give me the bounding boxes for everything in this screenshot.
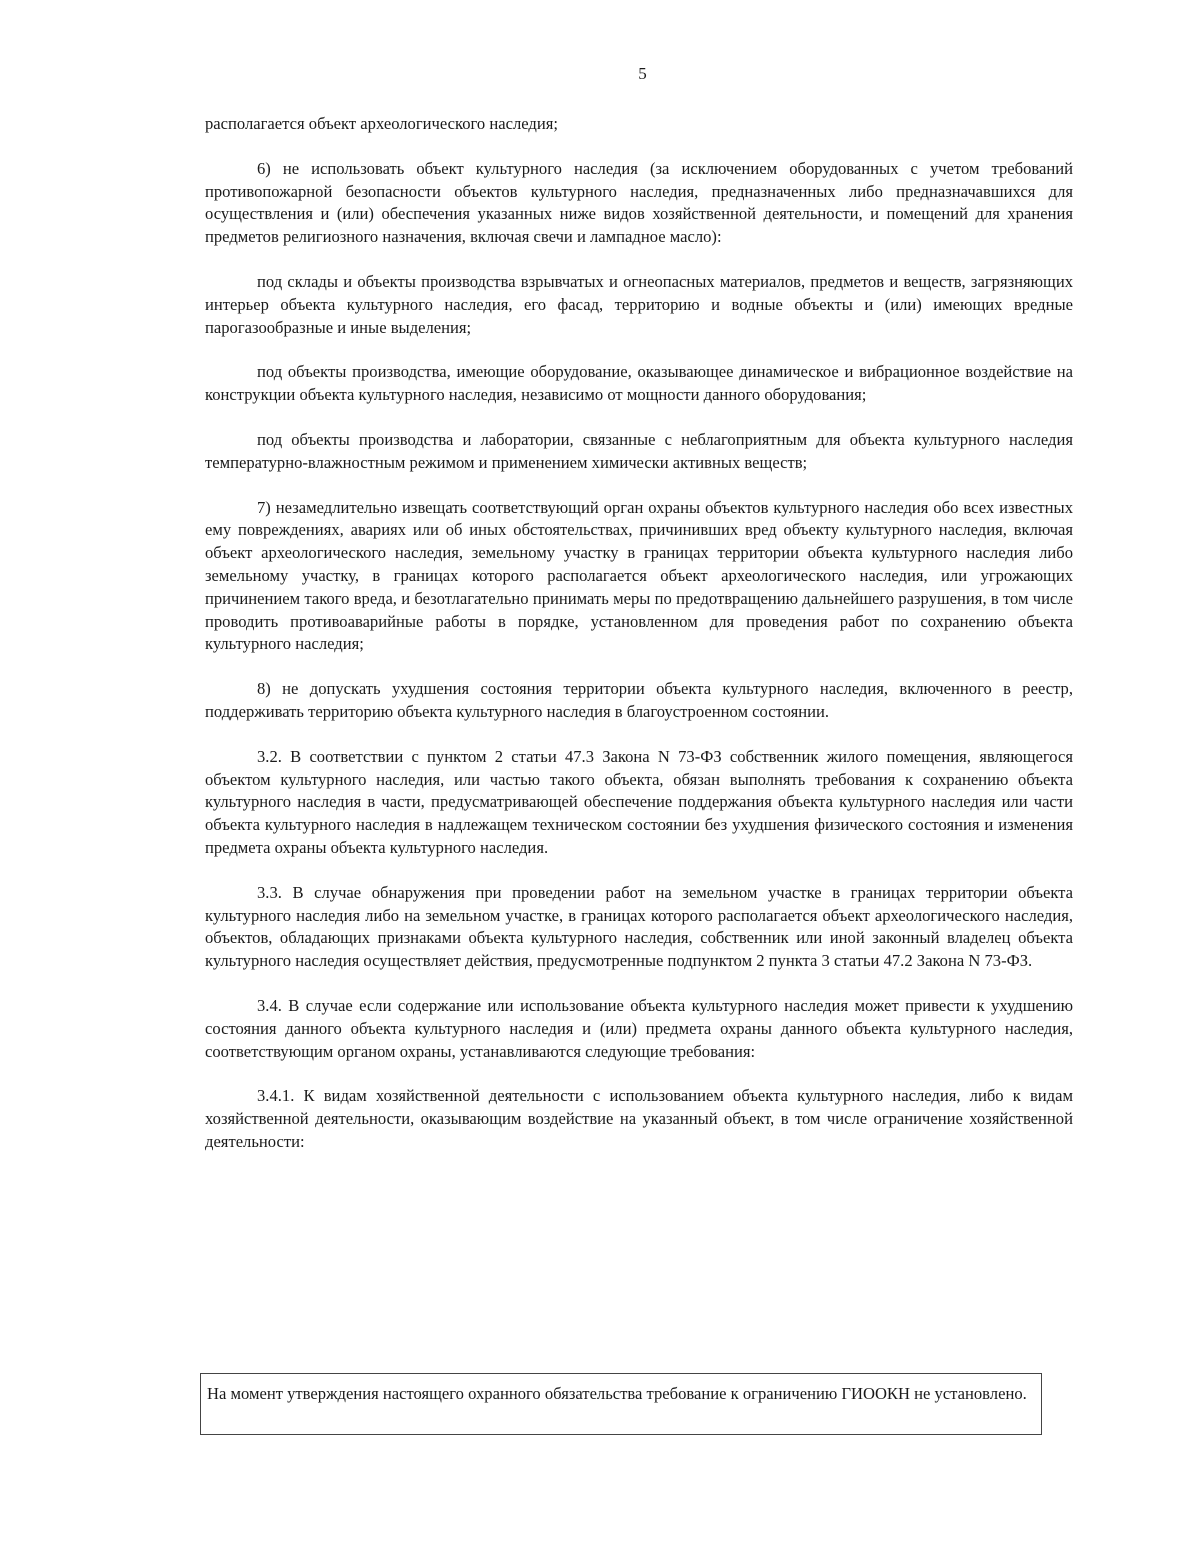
paragraph-3-2: 3.2. В соответствии с пунктом 2 статьи 47.3 Закона N 73-ФЗ собственник жилого помещения, являющегося объектом культурного наследия, или частью такого объекта, обязан выполнять требования к сохранению объекта культурного наследия в части, предусматривающей обеспечение поддержания объекта культурного наследия или части объекта культурного наследия в надлежащем техническом состоянии без ухудшения физического состояния и изменения предмета охраны объекта культурного наследия. — [205, 746, 1073, 857]
paragraph-warehouses: под склады и объекты производства взрывчатых и огнеопасных материалов, предметов и веществ, загрязняющих интерьер объекта культурного наследия, его фасад, территорию и водные объекты и (или) имеющих вредные парогазообразные и иные выделения; — [205, 271, 1073, 337]
document-body — [205, 113, 1073, 1154]
paragraph-item-7: 7) незамедлительно извещать соответствующий орган охраны объектов культурного наследия обо всех известных ему повреждениях, авариях или об иных обстоятельствах, причинивших вред объекту культурного наследия, включая объект археологического наследия, земельному участку в границах территории объекта культурного наследия либо земельному участку, в границах которого располагается объект археологического наследия, или угрожающих причинением такого вреда, и безотлагательно принимать меры по предотвращению дальнейшего разрушения, в том числе проводить противоаварийные работы в порядке, установленном для проведения работ по сохранению объекта культурного наследия; — [205, 497, 1073, 654]
paragraph-3-3: 3.3. В случае обнаружения при проведении работ на земельном участке в границах территории объекта культурного наследия либо на земельном участке, в границах которого располагается объект археологического наследия, объектов, обладающих признаками объекта культурного наследия, собственник или иной законный владелец объекта культурного наследия осуществляет действия, предусмотренные подпунктом 2 пункта 3 статьи 47.2 Закона N 73-ФЗ. — [205, 882, 1073, 971]
paragraph-3-4: 3.4. В случае если содержание или использование объекта культурного наследия может привести к ухудшению состояния данного объекта культурного наследия и (или) предмета охраны данного объекта культурного наследия, соответствующим органом охраны, устанавливаются следующие требования: — [205, 995, 1073, 1061]
paragraph-laboratories: под объекты производства и лаборатории, связанные с неблагоприятным для объекта культурного наследия температурно-влажностным режимом и применением химически активных веществ; — [205, 429, 1073, 472]
paragraph-3-4-1: 3.4.1. К видам хозяйственной деятельности с использованием объекта культурного наследия, либо к видам хозяйственной деятельности, оказывающим воздействие на указанный объект, в том числе ограничение хозяйственной деятельности: — [205, 1086, 1073, 1151]
page-number: 5 — [638, 64, 647, 83]
paragraph-item-6: 6) не использовать объект культурного наследия (за исключением оборудованных с учетом требований противопожарной безопасности объектов культурного наследия, предназначенных либо предназначавшихся для осуществления и (или) обеспечения указанных ниже видов хозяйственной деятельности, и помещений для хранения предметов религиозного назначения, включая свечи и лампадное масло): — [205, 158, 1073, 247]
paragraph-continuation: располагается объект археологического наследия; — [205, 114, 558, 133]
paragraph-item-8: 8) не допускать ухудшения состояния территории объекта культурного наследия, включенного в реестр, поддерживать территорию объекта культурного наследия в благоустроенном состоянии. — [205, 679, 1073, 721]
notice-box: На момент утверждения настоящего охранного обязательства требование к ограничению ГИООКН не установлено. — [200, 1373, 1042, 1435]
paragraph-production-equipment: под объекты производства, имеющие оборудование, оказывающее динамическое и вибрационное воздействие на конструкции объекта культурного наследия, независимо от мощности данного оборудования; — [205, 362, 1073, 405]
